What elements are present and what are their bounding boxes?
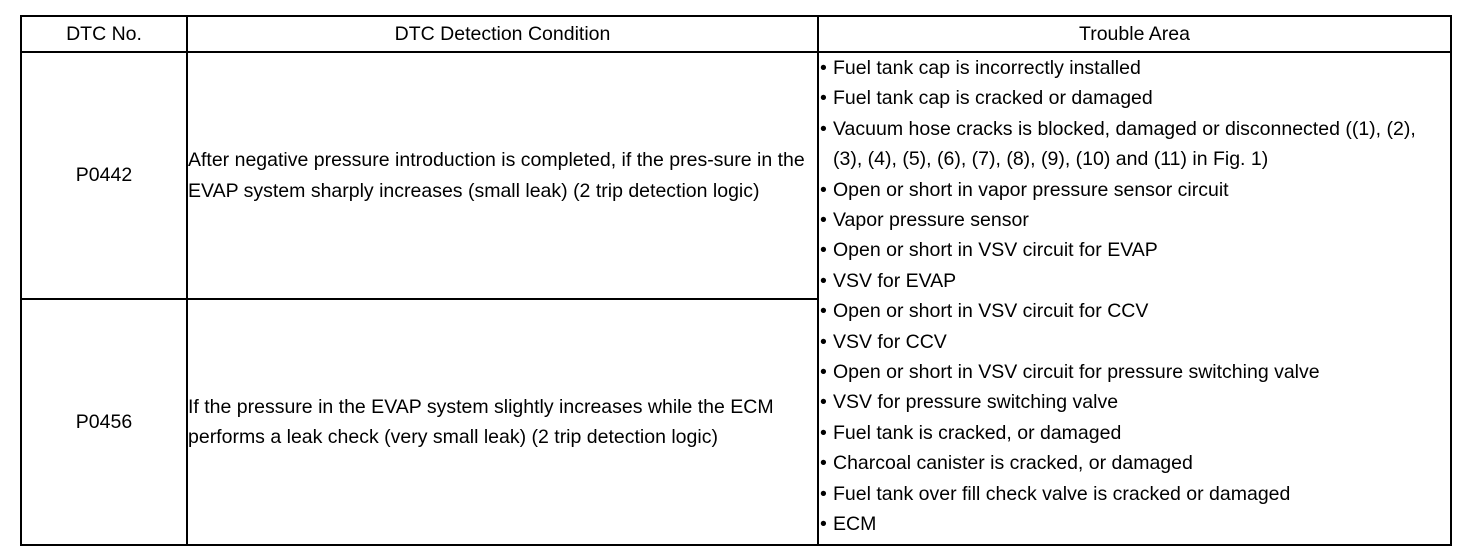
bullet-icon: • bbox=[820, 57, 827, 79]
trouble-area-cell bbox=[818, 52, 1451, 545]
trouble-area-text: Vacuum hose cracks is blocked, damaged or disconnected ((1), (2), (3), (4), (5), (6), (7), (8), (9), (10) and (11) in Fig. 1) bbox=[833, 117, 1416, 171]
list-item bbox=[819, 266, 1450, 296]
list-item bbox=[819, 83, 1450, 113]
trouble-area-list bbox=[819, 53, 1450, 540]
bullet-icon: • bbox=[820, 117, 827, 140]
trouble-area-text: Fuel tank cap is cracked or damaged bbox=[833, 87, 1153, 110]
table-row bbox=[21, 52, 1451, 299]
trouble-area-text: VSV for pressure switching valve bbox=[833, 391, 1119, 414]
list-item bbox=[819, 448, 1450, 478]
list-item bbox=[819, 327, 1450, 357]
list-item bbox=[819, 357, 1450, 387]
bullet-icon: • bbox=[820, 269, 827, 292]
list-item bbox=[819, 53, 1450, 83]
trouble-area-text: Charcoal canister is cracked, or damaged bbox=[833, 452, 1193, 475]
detection-condition: If the pressure in the EVAP system slightly increases while the ECM performs a leak check (very small leak) (2 trip detection logic) bbox=[187, 299, 818, 545]
list-item bbox=[819, 235, 1450, 265]
dtc-code: P0442 bbox=[21, 52, 187, 299]
trouble-area-text: Fuel tank is cracked, or damaged bbox=[833, 421, 1122, 444]
trouble-area-text: Fuel tank cap is incorrectly installed bbox=[833, 57, 1141, 79]
list-item bbox=[819, 175, 1450, 205]
dtc-table bbox=[20, 15, 1452, 546]
detection-condition: After negative pressure introduction is completed, if the pres-sure in the EVAP system sharply increases (small leak) (2 trip detection logic) bbox=[187, 52, 818, 299]
header-detection-condition: DTC Detection Condition bbox=[187, 16, 818, 52]
trouble-area-text: Open or short in VSV circuit for EVAP bbox=[833, 239, 1158, 262]
bullet-icon: • bbox=[820, 330, 827, 353]
trouble-area-text: Open or short in vapor pressure sensor circuit bbox=[833, 178, 1229, 201]
bullet-icon: • bbox=[820, 482, 827, 505]
trouble-area-text: Open or short in VSV circuit for CCV bbox=[833, 300, 1149, 323]
bullet-icon: • bbox=[820, 452, 827, 475]
list-item bbox=[819, 509, 1450, 539]
trouble-area-text: ECM bbox=[833, 513, 877, 536]
trouble-area-text: Open or short in VSV circuit for pressure switching valve bbox=[833, 361, 1320, 384]
trouble-area-text: VSV for EVAP bbox=[833, 269, 957, 292]
bullet-icon: • bbox=[820, 239, 827, 262]
list-item bbox=[819, 479, 1450, 509]
bullet-icon: • bbox=[820, 87, 827, 110]
bullet-icon: • bbox=[820, 300, 827, 323]
bullet-icon: • bbox=[820, 421, 827, 444]
bullet-icon: • bbox=[820, 513, 827, 536]
list-item bbox=[819, 296, 1450, 326]
bullet-icon: • bbox=[820, 178, 827, 201]
list-item bbox=[819, 418, 1450, 448]
header-trouble-area: Trouble Area bbox=[818, 16, 1451, 52]
dtc-code: P0456 bbox=[21, 299, 187, 545]
list-item bbox=[819, 387, 1450, 417]
trouble-area-text: Fuel tank over fill check valve is cracked or damaged bbox=[833, 482, 1291, 505]
trouble-area-text: VSV for CCV bbox=[833, 330, 947, 353]
list-item bbox=[819, 205, 1450, 235]
bullet-icon: • bbox=[820, 209, 827, 232]
trouble-area-text: Vapor pressure sensor bbox=[833, 209, 1029, 232]
list-item bbox=[819, 114, 1450, 175]
header-row bbox=[21, 16, 1451, 52]
bullet-icon: • bbox=[820, 361, 827, 384]
bullet-icon: • bbox=[820, 391, 827, 414]
header-dtc-no: DTC No. bbox=[21, 16, 187, 52]
